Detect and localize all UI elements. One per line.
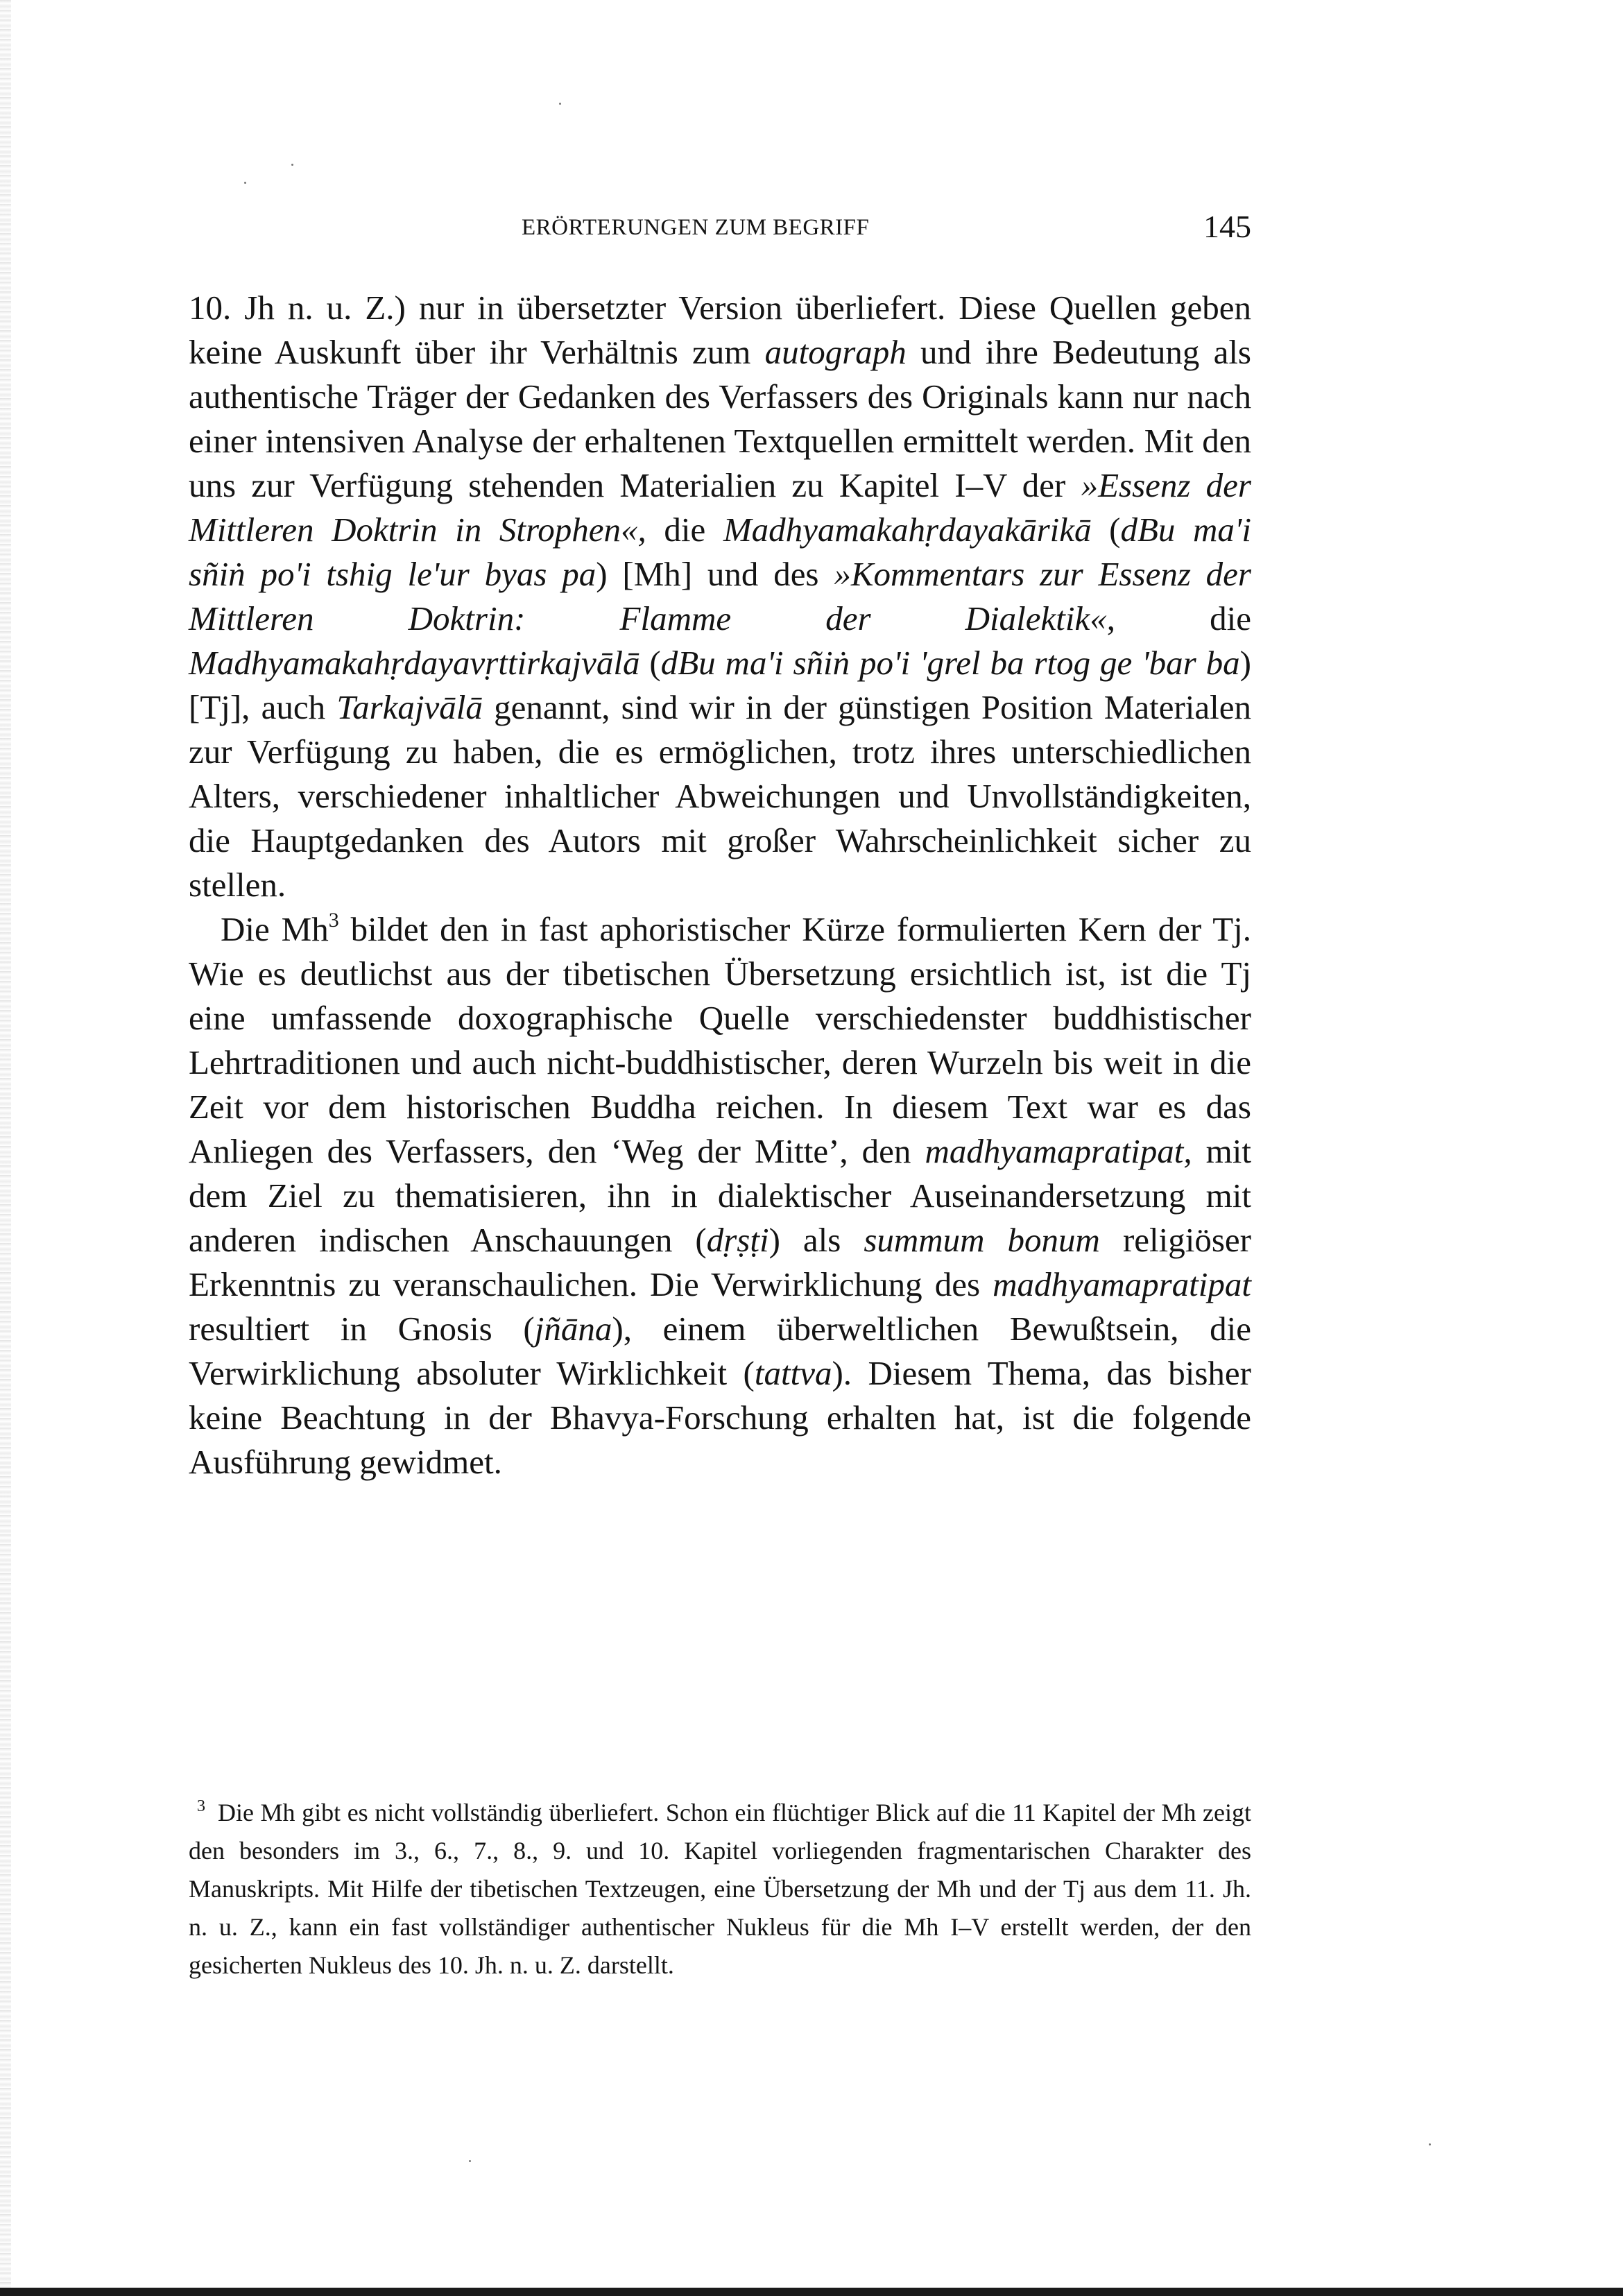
italic-term: autograph	[764, 333, 907, 371]
text-run: 10. Jh n. u. Z.) nur in übersetzter Version überliefert. Diese Quellen geben keine Auskunft über ihr Verhältnis zum	[189, 289, 1251, 371]
text-run: ) [Mh] und des	[596, 555, 834, 593]
page-number: 145	[1203, 209, 1251, 244]
text-run: genannt, sind wir in der günstigen Position Materialen zur Verfügung zu haben, die es ermöglichen, trotz ihres unterschiedlichen Alters, verschiedener inhaltlicher Abweichungen und Unvollständigkeiten, die Hauptgedanken des Autors mit großer Wahrscheinlichkeit sicher zu stellen.	[189, 688, 1251, 904]
text-run: (	[1091, 511, 1121, 549]
italic-title: »Essenz der Mittleren Doktrin in Strophen«,	[189, 466, 1251, 549]
text-run: , die	[1106, 599, 1251, 637]
text-run: religiöser Erkenntnis zu veranschaulichen. Die Verwirklichung des	[189, 1221, 1251, 1303]
paragraph-1	[189, 286, 1251, 907]
main-text	[189, 286, 1251, 1484]
italic-term: dBu ma'i sñiṅ po'i tshig le'ur byas pa	[189, 511, 1251, 593]
scan-speck	[244, 182, 246, 184]
text-run: bildet den in fast aphoristischer Kürze formulierten Kern der Tj. Wie es deutlichst aus der tibetischen Übersetzung ersichtlich ist, ist die Tj eine umfassende doxographische Quelle verschiedenster buddhistischer Lehrtraditionen und auch nicht-buddhistischer, deren Wurzeln bis weit in die Zeit vor dem historischen Buddha reichen. In diesem Text war es das Anliegen des Verfassers, den ‘Weg der Mitte’, den	[189, 910, 1251, 1170]
text-run: und ihre Bedeutung als authentische Träger der Gedanken des Verfassers des Originals kann nur nach einer intensiven Analyse der erhaltenen Textquellen ermittelt werden. Mit den uns zur Verfügung stehenden Materialien zu Kapitel I–V der	[189, 333, 1251, 504]
footnote	[189, 1794, 1251, 1985]
italic-term: Madhyamakahṛdayavṛttirkajvālā	[189, 644, 640, 682]
scan-speck	[559, 103, 561, 105]
text-run: ). Diesem Thema, das bisher keine Beachtung in der Bhavya-Forschung erhalten hat, ist die folgende Ausführung gewidmet.	[189, 1354, 1251, 1481]
running-title: ERÖRTERUNGEN ZUM BEGRIFF	[522, 215, 870, 240]
text-run: (	[639, 644, 661, 682]
italic-term: Madhyamakahṛdayakārikā	[723, 511, 1092, 549]
text-run: ) [Tj], auch	[189, 644, 1251, 726]
scan-speck	[469, 2160, 471, 2162]
paragraph-2	[189, 907, 1251, 1484]
footnote-reference: 3	[328, 909, 339, 932]
italic-term: madhyamapratipat,	[925, 1132, 1192, 1170]
scan-bottom-edge	[0, 2288, 1623, 2296]
scan-speck	[1429, 2143, 1431, 2145]
scanned-page-edge	[0, 0, 11, 2296]
text-run: die	[646, 511, 723, 549]
italic-term: tattva	[754, 1354, 832, 1392]
text-run: Die Mh	[221, 910, 329, 948]
text-run: resultiert in Gnosis (	[189, 1310, 535, 1348]
scan-speck	[291, 164, 293, 166]
italic-term: summum bonum	[864, 1221, 1100, 1259]
italic-term: jñāna	[534, 1310, 612, 1348]
italic-term: madhyamapratipat	[993, 1265, 1251, 1303]
text-run: mit dem Ziel zu thematisieren, ihn in dialektischer Auseinandersetzung mit anderen indischen Anschauungen (	[189, 1132, 1251, 1259]
italic-term: Tarkajvālā	[336, 688, 483, 726]
text-run: ), einem überweltlichen Bewußtsein, die Verwirklichung absoluter Wirklichkeit (	[189, 1310, 1251, 1392]
footnote-text: Die Mh gibt es nicht vollständig überliefert. Schon ein flüchtiger Blick auf die 11 Kapitel der Mh zeigt den besonders im 3., 6., 7., 8., 9. und 10. Kapitel vorliegenden fragmentarischen Charakter des Manuskripts. Mit Hilfe der tibetischen Textzeugen, eine Übersetzung der Mh und der Tj aus dem 11. Jh. n. u. Z., kann ein fast vollständiger authentischer Nukleus für die Mh I–V erstellt werden, der den gesicherten Nukleus des 10. Jh. n. u. Z. darstellt.	[189, 1799, 1251, 1979]
italic-term: dṛṣṭi	[706, 1221, 769, 1259]
running-head	[189, 208, 1251, 250]
footnote-number: 3	[197, 1797, 205, 1815]
italic-title: »Kommentars zur Essenz der Mittleren Doktrin: Flamme der Dialektik«	[189, 555, 1251, 637]
italic-term: dBu ma'i sñiṅ po'i 'grel ba rtog ge 'bar ba	[660, 644, 1240, 682]
text-run: ) als	[768, 1221, 864, 1259]
